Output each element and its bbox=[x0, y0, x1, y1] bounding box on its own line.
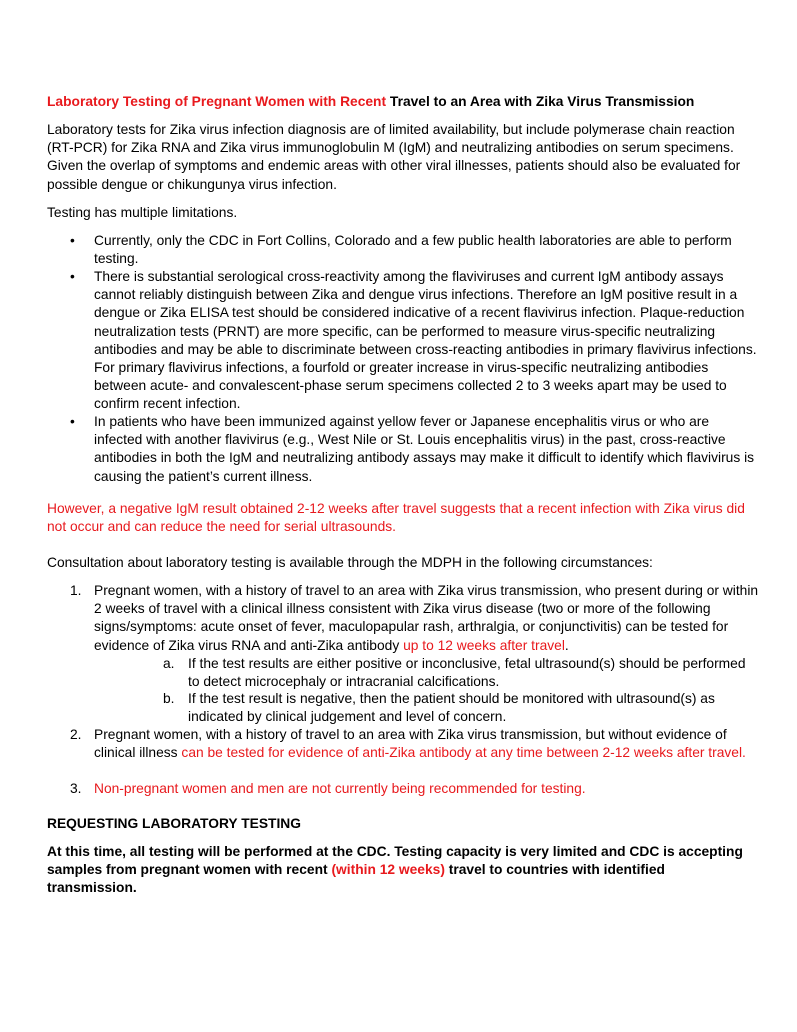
circumstance-text: Pregnant women, with a history of travel to an area with Zika virus transmission, but without evidence of clinical illness bbox=[94, 727, 727, 761]
requesting-text-end: travel to countries with identified transmission. bbox=[47, 862, 665, 896]
circumstance-item-3: Non-pregnant women and men are not currently being recommended for testing. bbox=[94, 781, 586, 796]
circumstance-item-1 bbox=[94, 582, 759, 655]
section-title bbox=[47, 93, 757, 111]
requesting-paragraph bbox=[47, 843, 757, 898]
negative-igm-note: However, a negative IgM result obtained 2-12 weeks after travel suggests that a recent infection with Zika virus did not occur and can reduce the need for serial ultrasounds. bbox=[47, 501, 745, 535]
requesting-text: At this time, all testing will be performed at the CDC. Testing capacity is very limited and CDC is accepting samples from pregnant women with recent bbox=[47, 844, 743, 878]
bullet-marker: • bbox=[70, 414, 75, 429]
circumstance-end: . bbox=[564, 637, 569, 653]
circumstance-red-text: can be tested for evidence of anti-Zika antibody at any time between 2-12 weeks after travel. bbox=[181, 745, 746, 761]
list-number: 3. bbox=[70, 781, 82, 796]
circumstance-item-2 bbox=[94, 726, 759, 762]
bullet-marker: • bbox=[70, 269, 75, 284]
limitation-item: Currently, only the CDC in Fort Collins, Colorado and a few public health laboratories are able to perform testing. bbox=[94, 233, 732, 267]
section-title-black: Travel to an Area with Zika Virus Transmission bbox=[386, 94, 695, 109]
limitation-item: There is substantial serological cross-reactivity among the flaviviruses and current IgM antibody assays cannot reliably distinguish between Zika and dengue virus infections. Therefore an IgM positive result in a dengue or Zika ELISA test should be considered indicative of a recent flavivirus infection. Plaque-reduction neutralization tests (PRNT) are more specific, can be performed to measure virus-specific neutralizing antibodies and may be able to discriminate between cross-reacting antibodies in primary flavivirus infections. For primary flavivirus infections, a fourfold or greater increase in virus-specific neutralizing antibodies between acute- and convalescent-phase serum specimens collected 2 to 3 weeks apart may be used to confirm recent infection. bbox=[94, 269, 757, 412]
sub-list-item-a: If the test results are either positive or inconclusive, fetal ultrasound(s) should be performed to detect microcephaly or intracranial calcifications. bbox=[188, 656, 746, 690]
limitation-item: In patients who have been immunized against yellow fever or Japanese encephalitis virus or who are infected with another flavivirus (e.g., West Nile or St. Louis encephalitis virus) in the past, cross-reactive antibodies in both the IgM and neutralizing antibody assays may make it difficult to identify which flavivirus is causing the patient’s current illness. bbox=[94, 414, 755, 484]
consultation-intro: Consultation about laboratory testing is available through the MDPH in the following circumstances: bbox=[47, 555, 653, 570]
section-title-red: Laboratory Testing of Pregnant Women with Recent bbox=[47, 94, 387, 109]
bullet-marker: • bbox=[70, 233, 75, 248]
sub-list-label: b. bbox=[163, 691, 175, 706]
requesting-heading: REQUESTING LABORATORY TESTING bbox=[47, 816, 301, 831]
circumstance-red-text: up to 12 weeks after travel bbox=[403, 637, 565, 653]
sub-list-item-b: If the test result is negative, then the patient should be monitored with ultrasound(s) as indicated by clinical judgement and level of concern. bbox=[188, 691, 715, 725]
limitations-heading: Testing has multiple limitations. bbox=[47, 205, 238, 220]
circumstance-text: Pregnant women, with a history of travel to an area with Zika virus transmission, who present during or within 2 weeks of travel with a clinical illness consistent with Zika virus disease (two or more of the following signs/symptoms: acute onset of fever, maculopapular rash, arthralgia, or conjunctivitis) can be tested for evidence of Zika virus RNA and anti-Zika antibody bbox=[94, 583, 759, 653]
sub-list-label: a. bbox=[163, 656, 175, 671]
requesting-red-text: (within 12 weeks) bbox=[331, 862, 445, 878]
list-number: 1. bbox=[70, 583, 82, 598]
list-number: 2. bbox=[70, 727, 82, 742]
intro-paragraph: Laboratory tests for Zika virus infection diagnosis are of limited availability, but include polymerase chain reaction (RT-PCR) for Zika RNA and Zika virus immunoglobulin M (IgM) and neutralizing antibodies on serum specimens. Given the overlap of symptoms and endemic areas with other viral illnesses, patients should also be evaluated for possible dengue or chikungunya virus infection. bbox=[47, 122, 741, 192]
